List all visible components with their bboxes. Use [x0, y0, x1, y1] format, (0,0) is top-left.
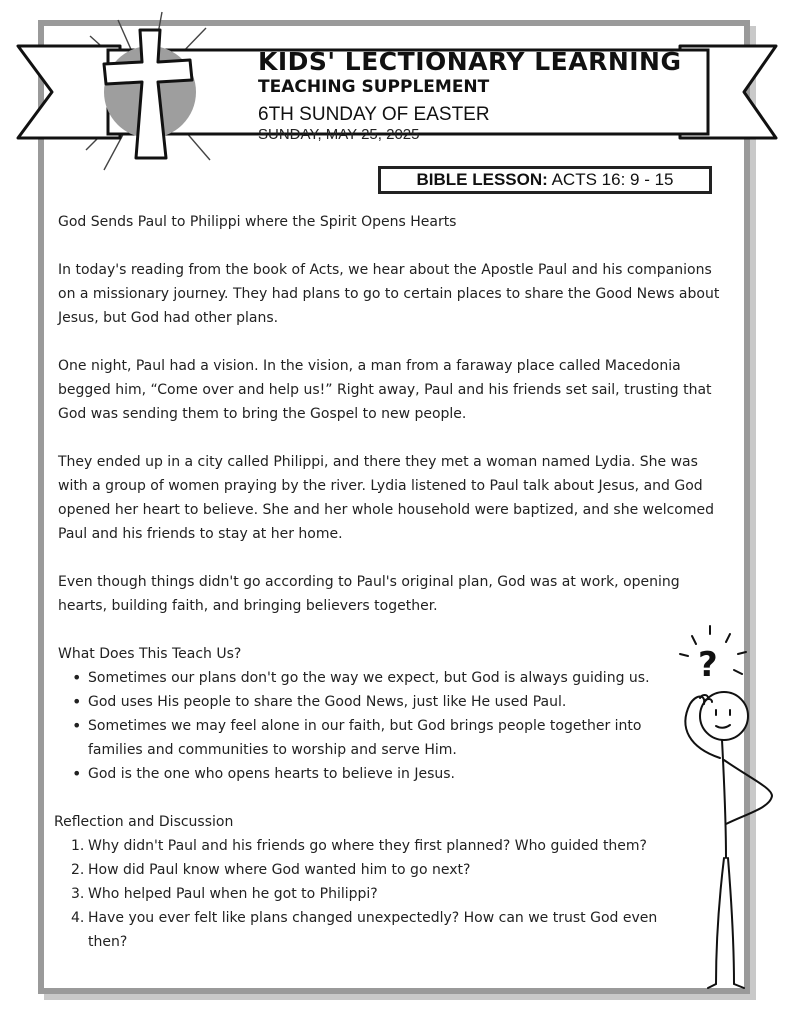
teach-list: [58, 666, 730, 786]
bible-lesson-reference: ACTS 16: 9 - 15: [551, 170, 674, 189]
thought-dash: [692, 636, 696, 644]
story-paragraph: Even though things didn't go according to Paul's original plan, God was at work, opening hearts, building faith, and bringing believers together.: [58, 574, 680, 614]
thinking-stick-figure: [660, 618, 780, 998]
figure-leg-right: [728, 858, 744, 988]
teach-item: • God uses His people to share the Good News, just like He used Paul.: [88, 690, 730, 714]
question-number: 2.: [71, 862, 85, 878]
bible-lesson-label: BIBLE LESSON:: [416, 170, 548, 189]
occasion-date: SUNDAY, MAY 25, 2025: [258, 126, 420, 143]
question-text: Why didn't Paul and his friends go where they first planned? Who guided them?: [88, 838, 647, 854]
thought-dash: [680, 654, 688, 656]
figure-arm-right: [724, 760, 772, 824]
page-subtitle: TEACHING SUPPLEMENT: [258, 77, 490, 97]
question-mark-icon: ?: [698, 645, 718, 685]
teach-item: • God is the one who opens hearts to believe in Jesus.: [88, 762, 730, 786]
question-text: How did Paul know where God wanted him to go next?: [88, 862, 471, 878]
question-number: 1.: [71, 838, 85, 854]
bible-lesson-box: [378, 166, 712, 194]
lesson-content: [54, 210, 730, 954]
occasion-title: 6TH SUNDAY OF EASTER: [258, 104, 490, 125]
teach-item: • Sometimes our plans don't go the way we expect, but God is always guiding us.: [88, 666, 730, 690]
question-number: 4.: [71, 910, 85, 926]
reflection-list: [58, 834, 730, 954]
story-paragraph: One night, Paul had a vision. In the vision, a man from a faraway place called Macedonia begged him, “Come over and help us!” Right away, Paul and his friends set sail, trusting that God was sending them to bring the Gospel to new people.: [58, 358, 712, 422]
story-heading: God Sends Paul to Philippi where the Spirit Opens Hearts: [58, 214, 457, 230]
teach-heading: What Does This Teach Us?: [58, 646, 242, 662]
reflection-question: [71, 906, 688, 954]
question-text: Have you ever felt like plans changed unexpectedly? How can we trust God even then?: [88, 910, 658, 950]
header-titles: [258, 48, 682, 144]
story-paragraph: They ended up in a city called Philippi, and there they met a woman named Lydia. She was with a group of women praying by the river. Lydia listened to Paul talk about Jesus, and God opened her heart to believe. She and her whole household were baptized, and she welcomed Paul and his friends to stay at her home.: [58, 454, 714, 542]
thought-dash: [738, 652, 746, 654]
reflection-heading: Reflection and Discussion: [54, 814, 234, 830]
page-title: KIDS' LECTIONARY LEARNING: [258, 47, 682, 76]
question-text: Who helped Paul when he got to Philippi?: [88, 886, 378, 902]
story-paragraph: In today's reading from the book of Acts, we hear about the Apostle Paul and his companions on a missionary journey. They had plans to go to certain places to share the Good News about Jesus, but God had other plans.: [58, 262, 720, 326]
thought-dash: [734, 670, 742, 674]
reflection-question: [71, 858, 730, 882]
figure-body: [722, 740, 726, 858]
question-number: 3.: [71, 886, 85, 902]
reflection-question: [71, 834, 730, 858]
reflection-question: [71, 882, 730, 906]
thought-dash: [726, 634, 730, 642]
figure-leg-left: [708, 858, 724, 988]
teach-item: • Sometimes we may feel alone in our faith, but God brings people together into families and communities to worship and serve Him.: [88, 714, 678, 762]
